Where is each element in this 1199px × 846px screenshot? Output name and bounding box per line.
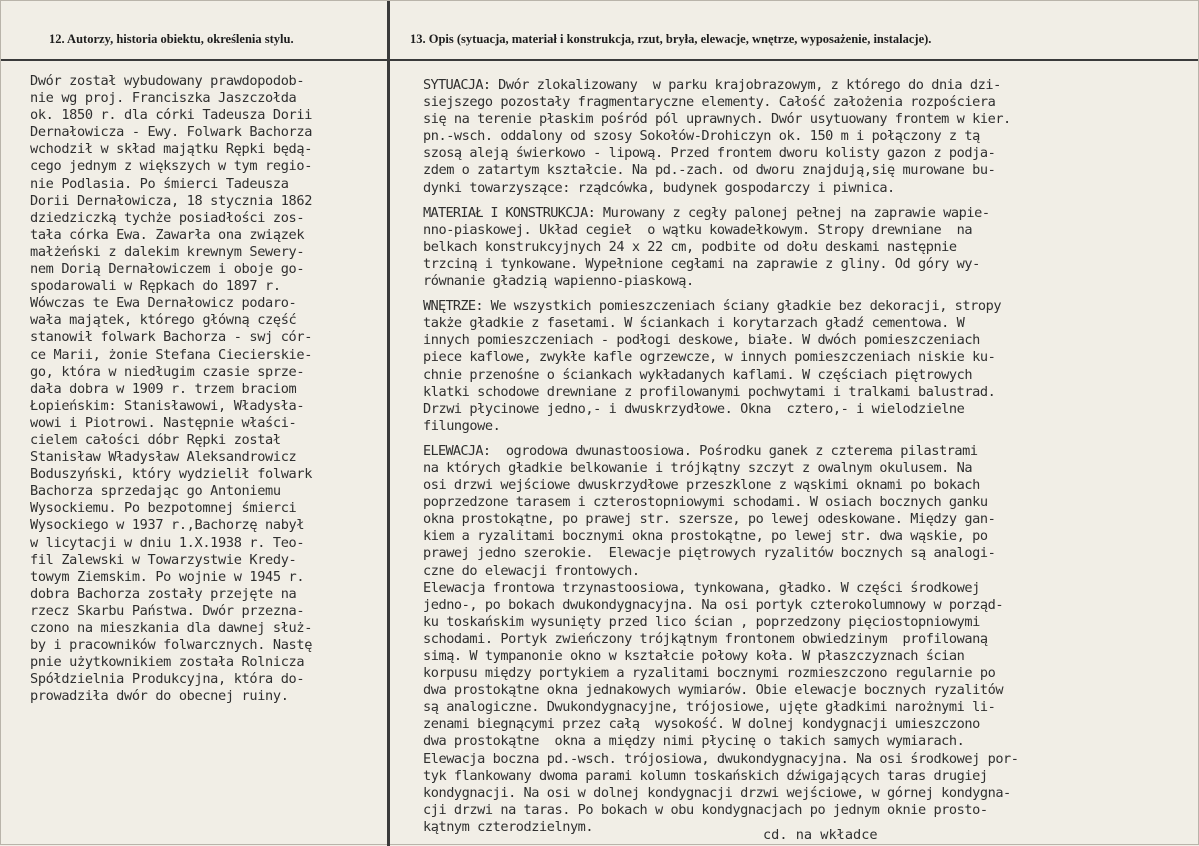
description-text-line bbox=[423, 648, 1019, 665]
section-label: WNĘTRZE: bbox=[423, 298, 483, 315]
history-text-line: Boduszyński, który wydzielił folwark bbox=[30, 466, 313, 483]
line-text: szosą aleją świerkowo - lipową. Przed frontem dworu kolisty gazon z podja- bbox=[423, 145, 996, 162]
line-text: simą. W tympanonie okno w kształcie połowy koła. W płaszczyznach ścian bbox=[423, 648, 965, 664]
description-text-line bbox=[423, 477, 1019, 494]
line-text: zdem o zatartym kształcie. Na pd.-zach. od dworu znajdują,się murowane bu- bbox=[423, 162, 996, 179]
history-text-line: Stanisław Władysław Aleksandrowicz bbox=[30, 449, 297, 466]
history-text-line: fil Zalewski w Towarzystwie Kredy- bbox=[30, 551, 297, 568]
description-text-line bbox=[423, 631, 1019, 648]
description-text-line bbox=[423, 418, 1019, 435]
history-text-line: Łopieńskim: Stanisławowi, Władysła- bbox=[30, 397, 305, 414]
history-text-line: Dernałowicza - Ewy. Folwark Bachorza bbox=[30, 124, 313, 141]
description-text-line bbox=[423, 145, 1019, 162]
section-13-heading: 13. Opis (sytuacja, materiał i konstrukcja, rzut, bryła, elewacje, wnętrze, wyposażenie, instalacje). bbox=[410, 32, 932, 46]
description-text-line bbox=[423, 682, 1019, 699]
history-text-line: spodarowali w Rępkach do 1897 r. bbox=[30, 278, 281, 295]
line-text: zenami biegnącymi przez całą wysokość. W dolnej kondygnacji umieszczono bbox=[423, 716, 980, 733]
line-text: kondygnacji. Na osi w dolnej kondygnacji drzwi wejściowe, w górnej kondygna- bbox=[423, 784, 1011, 801]
history-text-line: prowadziła dwór do obecnej ruiny. bbox=[30, 688, 289, 705]
history-text-line: ce Marii, żonie Stefana Ciecierskie- bbox=[30, 346, 313, 363]
section-label: MATERIAŁ I KONSTRUKCJA: bbox=[423, 204, 596, 221]
line-text: piece kaflowe, zwykłe kafle ogrzewcze, w innych pomieszczeniach niskie ku- bbox=[423, 349, 996, 366]
description-text-line bbox=[423, 256, 1019, 273]
description-text-line bbox=[423, 94, 1019, 111]
paragraph-gap bbox=[423, 435, 1019, 443]
description-text-line bbox=[423, 367, 1019, 384]
line-text: ku toskańskim wysunięty przed lico ścian , poprzedzony pięciostopniowymi bbox=[423, 613, 980, 630]
line-text: kiem a ryzalitami bocznymi okna prostokątne, po lewej str. dwa wąskie, po bbox=[423, 528, 988, 545]
history-text-line: ok. 1850 r. dla córki Tadeusza Dorii bbox=[30, 107, 313, 124]
line-text: Elewacja boczna pd.-wsch. trójosiowa, dwukondygnacyjna. Na osi środkowej por- bbox=[423, 750, 1019, 767]
line-text: prawej jedno szerokie. Elewacje piętrowych ryzalitów bocznych są analogi- bbox=[423, 545, 996, 562]
line-text: Dwór zlokalizowany w parku krajobrazowym, z którego do dnia dzi- bbox=[490, 77, 1001, 93]
line-text: We wszystkich pomieszczeniach ściany gładkie bez dekoracji, stropy bbox=[482, 298, 1002, 315]
line-text: dwa prostokątne okna a między nimi płycinę o takich samych wymiarach. bbox=[423, 733, 965, 750]
history-text-line: go, która w niedługim czasie sprze- bbox=[30, 363, 305, 380]
description-text-line bbox=[423, 819, 1019, 836]
history-text-line: dziedziczką tychże posiadłości zos- bbox=[30, 209, 305, 226]
history-text-line: wowi i Piotrowi. Następnie właści- bbox=[30, 414, 297, 431]
line-text: innych pomieszczeniach - podłogi deskowe, białe. W dwóch pomieszczeniach bbox=[423, 332, 980, 349]
line-text: klatki schodowe drewniane z profilowanymi pochwytami i tralkami balustrad. bbox=[423, 383, 996, 400]
history-text-line: tała córka Ewa. Zawarła ona związek bbox=[30, 226, 305, 243]
description-text-line bbox=[423, 162, 1019, 179]
description-text-line bbox=[423, 460, 1019, 477]
history-text-line: cielem całości dóbr Rępki został bbox=[30, 431, 281, 448]
line-text: pn.-wsch. oddalony od szosy Sokołów-Drohiczyn ok. 150 m i połączony z tą bbox=[423, 128, 980, 145]
history-text-line: nie wg proj. Franciszka Jaszczołda bbox=[30, 90, 297, 107]
line-text: tyk flankowany dwoma parami kolumn toskańskich dźwigających taras drugiej bbox=[423, 767, 988, 784]
column-divider bbox=[387, 1, 390, 846]
description-text-line bbox=[423, 614, 1019, 631]
history-text-line: nem Dorią Dernałowiczem i oboje go- bbox=[30, 261, 305, 278]
history-text-line: Spółdzielnia Produkcyjna, która do- bbox=[30, 671, 305, 688]
line-text: na których gładkie belkowanie i trójkątny szczyt z owalnym okulusem. Na bbox=[423, 459, 973, 476]
line-text: równanie gładzią wapienno-piaskową. bbox=[423, 273, 694, 290]
history-text-line: Wysockiego w 1937 r.,Bachorzę nabył bbox=[30, 517, 305, 534]
history-text-line: dobra Bachorza zostały przejęte na bbox=[30, 585, 297, 602]
description-text-line bbox=[423, 699, 1019, 716]
history-text-line: czono na mieszkania dla dawnej służ- bbox=[30, 620, 313, 636]
line-text: ogrodowa dwunastoosiowa. Pośrodku ganek z czterema pilastrami bbox=[490, 442, 978, 459]
description-text-line bbox=[423, 802, 1019, 819]
description-text-line bbox=[423, 494, 1019, 511]
description-text-line bbox=[423, 528, 1019, 545]
history-text-line: stanowił folwark Bachorza - swj cór- bbox=[30, 329, 313, 346]
history-text-line: dała dobra w 1909 r. trzem braciom bbox=[30, 380, 297, 397]
line-text: czne do elewacji frontowych. bbox=[423, 562, 640, 579]
line-text: schodami. Portyk zwieńczony trójkątnym frontonem obwiedzinym profilowaną bbox=[423, 630, 988, 647]
history-text-line: nie Podlasia. Po śmierci Tadeusza bbox=[30, 175, 289, 192]
description-text-line bbox=[423, 580, 1019, 597]
description-text-line bbox=[423, 597, 1019, 614]
history-text-line: Wysockiemu. Po bezpotomnej śmierci bbox=[30, 500, 297, 517]
history-text-line: Bachorza sprzedając go Antoniemu bbox=[30, 483, 281, 500]
line-text: jedno-, po bokach dwukondygnacyjna. Na osi portyk czterokolumnowy w porząd- bbox=[423, 596, 1004, 613]
line-text: belkach konstrukcyjnych 24 x 22 cm, podbite od dołu deskami następnie bbox=[423, 238, 957, 255]
section-label: SYTUACJA: bbox=[423, 77, 491, 93]
description-text-line bbox=[423, 332, 1019, 349]
history-text-line: Wówczas te Ewa Dernałowicz podaro- bbox=[30, 295, 297, 312]
description-text-line bbox=[423, 111, 1019, 128]
description-text-line bbox=[423, 77, 1019, 94]
line-text: także gładkie z fasetami. W ściankach i korytarzach gładź cementowa. W bbox=[423, 315, 965, 332]
paragraph-gap bbox=[423, 197, 1019, 205]
description-text-column bbox=[423, 77, 1019, 836]
line-text: filungowe. bbox=[423, 417, 501, 434]
description-text-line bbox=[423, 401, 1019, 418]
history-text-line: Dwór został wybudowany prawdopodob- bbox=[30, 73, 305, 89]
section-12-heading: 12. Autorzy, historia obiektu, określenia stylu. bbox=[49, 32, 294, 46]
line-text: siejszego pozostały fragmentaryczne elementy. Całość założenia rozpościera bbox=[423, 94, 996, 111]
line-text: dynki towarzyszące: rządcówka, budynek gospodarczy i piwnica. bbox=[423, 179, 895, 196]
header-divider bbox=[1, 59, 1198, 61]
line-text: poprzedzone tarasem i czterostopniowymi schodami. W osiach bocznych ganku bbox=[423, 494, 988, 511]
history-text-line: rzecz Skarbu Państwa. Dwór przezna- bbox=[30, 602, 305, 619]
description-text-line bbox=[423, 443, 1019, 460]
line-text: się na terenie płaskim pośród pól uprawnych. Dwór usytuowany frontem w kier. bbox=[423, 111, 1011, 128]
line-text: Drzwi płycinowe jedno,- i dwuskrzydłowe. Okna cztero,- i wielodzielne bbox=[423, 400, 965, 417]
description-text-line bbox=[423, 751, 1019, 768]
description-text-line bbox=[423, 384, 1019, 401]
line-text: Elewacja frontowa trzynastoosiowa, tynkowana, gładko. W części środkowej bbox=[423, 579, 980, 596]
history-text-line: wchodził w skład majątku Rępki będą- bbox=[30, 141, 313, 158]
history-text-line: towym Ziemskim. Po wojnie w 1945 r. bbox=[30, 568, 305, 585]
line-text: trzciną i tynkowane. Wypełnione cegłami na zaprawie z gliny. Od góry wy- bbox=[423, 255, 980, 272]
description-text-line bbox=[423, 545, 1019, 562]
description-text-line bbox=[423, 222, 1019, 239]
line-text: Murowany z cegły palonej pełnej na zaprawie wapie- bbox=[595, 204, 990, 221]
history-text-line: w licytacji w dniu 1.X.1938 r. Teo- bbox=[30, 534, 305, 551]
description-text-line bbox=[423, 180, 1019, 197]
history-text-line: Dorii Dernałowicza, 18 stycznia 1862 bbox=[30, 192, 313, 209]
line-text: osi drzwi wejściowe dwuskrzydłowe przeszklone z wąskimi oknami po bokach bbox=[423, 477, 980, 494]
description-text-line bbox=[423, 273, 1019, 290]
history-text-line: pnie użytkownikiem została Rolnicza bbox=[30, 654, 305, 671]
line-text: korpusu między portykiem a ryzalitami bocznymi rozmieszczono regularnie po bbox=[423, 665, 996, 682]
history-text-line: wała majątek, którego główną część bbox=[30, 312, 297, 329]
line-text: cji drzwi na taras. Po bokach w obu kondygnacjach po jednym oknie prosto- bbox=[423, 801, 988, 818]
history-text-line: małżeński z dalekim krewnym Sewery- bbox=[30, 243, 305, 260]
description-text-line bbox=[423, 733, 1019, 750]
description-text-line bbox=[423, 205, 1019, 222]
description-text-line bbox=[423, 128, 1019, 145]
description-text-line bbox=[423, 239, 1019, 256]
description-text-line bbox=[423, 665, 1019, 682]
description-text-line bbox=[423, 298, 1019, 315]
history-text-column bbox=[30, 73, 312, 705]
description-text-line bbox=[423, 768, 1019, 785]
line-text: dwa prostokątne okna jednakowych wymiarów. Obie elewacje bocznych ryzalitów bbox=[423, 682, 1004, 699]
description-text-line bbox=[423, 716, 1019, 733]
description-text-line bbox=[423, 315, 1019, 332]
paragraph-gap bbox=[423, 290, 1019, 298]
description-text-line bbox=[423, 349, 1019, 366]
line-text: chnie przenośne o ściankach wykładanych kaflami. W częściach piętrowych bbox=[423, 366, 973, 383]
description-text-line bbox=[423, 563, 1019, 580]
line-text: kątnym czterodzielnym. bbox=[423, 818, 594, 835]
description-text-line bbox=[423, 785, 1019, 802]
description-text-line bbox=[423, 511, 1019, 528]
history-text-line: by i pracowników folwarcznych. Nastę bbox=[30, 637, 313, 654]
continuation-note: cd. na wkładce bbox=[763, 827, 878, 843]
history-text-line: cego jednym z większych w tym regio- bbox=[30, 158, 313, 175]
line-text: nno-piaskowej. Układ cegieł o wątku kowadełkowym. Stropy drewniane na bbox=[423, 221, 973, 238]
section-label: ELEWACJA: bbox=[423, 442, 491, 459]
line-text: okna prostokątne, po prawej str. szersze, po lewej odeskowane. Między gan- bbox=[423, 511, 996, 528]
line-text: są analogiczne. Dwukondygnacyjne, trójosiowe, ujęte gładkimi narożnymi li- bbox=[423, 699, 996, 716]
